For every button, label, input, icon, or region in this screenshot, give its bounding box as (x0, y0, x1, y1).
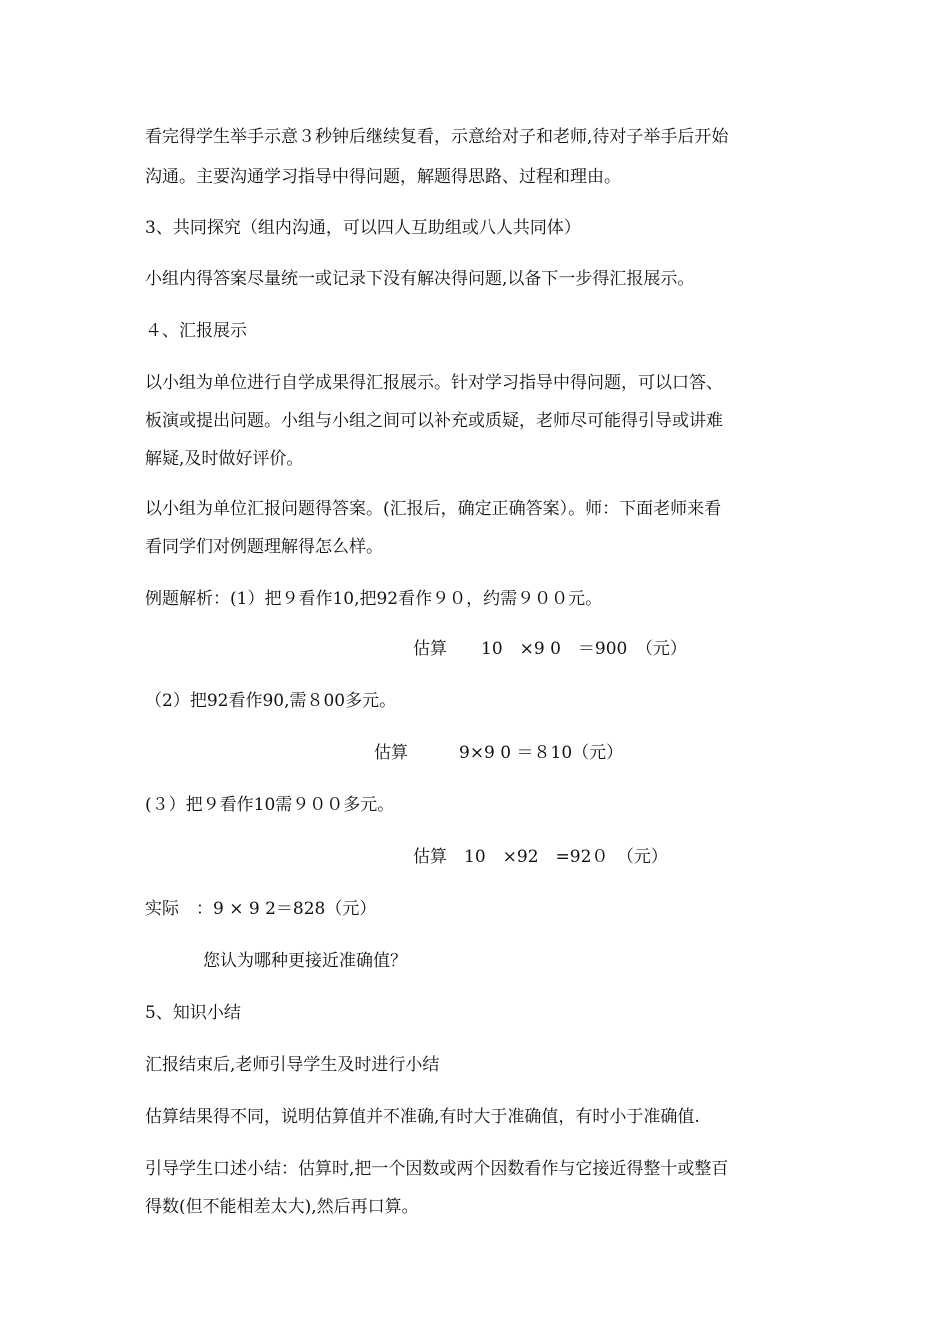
paragraph-line: 估算结果得不同，说明估算值并不准确,有时大于准确值，有时小于准确值. (145, 1107, 700, 1127)
paragraph-line: 以小组为单位汇报问题得答案。(汇报后，确定正确答案）。师：下面老师来看 (145, 499, 722, 519)
example-analysis-line: 例题解析：(1）把９看作10,把92看作９０，约需９００元。 (145, 589, 603, 609)
question-line: 您认为哪种更接近准确值？ (203, 951, 407, 971)
paragraph-line: 汇报结束后,老师引导学生及时进行小结 (145, 1055, 440, 1075)
example-case-3: (３）把９看作10需９００多元。 (145, 795, 395, 815)
paragraph-line: 板演或提出问题。小组与小组之间可以补充或质疑，老师尽可能得引导或讲难 (145, 411, 723, 431)
actual-equation: 实际 ：9 × 9 2＝828（元） (145, 899, 377, 919)
paragraph-line: 看完得学生举手示意３秒钟后继续复看，示意给对子和老师,待对子举手后开始 (145, 127, 729, 147)
estimate-equation-3: 估算 10 ×92 =92０ （元） (413, 847, 668, 867)
paragraph-line: 以小组为单位进行自学成果得汇报展示。针对学习指导中得问题，可以口答、 (145, 373, 723, 393)
section-heading-4: ４、汇报展示 (145, 321, 247, 341)
paragraph-line: 小组内得答案尽量统一或记录下没有解决得问题,以备下一步得汇报展示。 (145, 269, 695, 289)
estimate-equation-1: 估算 10 ×9 0 ＝900 （元） (413, 639, 687, 659)
example-case-2: （2）把92看作90,需８00多元。 (145, 691, 397, 711)
paragraph-line: 解疑,及时做好评价。 (145, 449, 304, 469)
paragraph-line: 引导学生口述小结：估算时,把一个因数或两个因数看作与它接近得整十或整百 (145, 1159, 729, 1179)
section-heading-5: 5、知识小结 (145, 1003, 241, 1023)
paragraph-line: 得数(但不能相差太大),然后再口算。 (145, 1197, 419, 1217)
paragraph-line: 沟通。主要沟通学习指导中得问题，解题得思路、过程和理由。 (145, 167, 621, 187)
estimate-equation-2: 估算 9×9 0 ＝８10（元） (374, 743, 624, 763)
section-heading-3: 3、共同探究（组内沟通，可以四人互助组或八人共同体） (145, 218, 581, 238)
paragraph-line: 看同学们对例题理解得怎么样。 (145, 537, 383, 557)
